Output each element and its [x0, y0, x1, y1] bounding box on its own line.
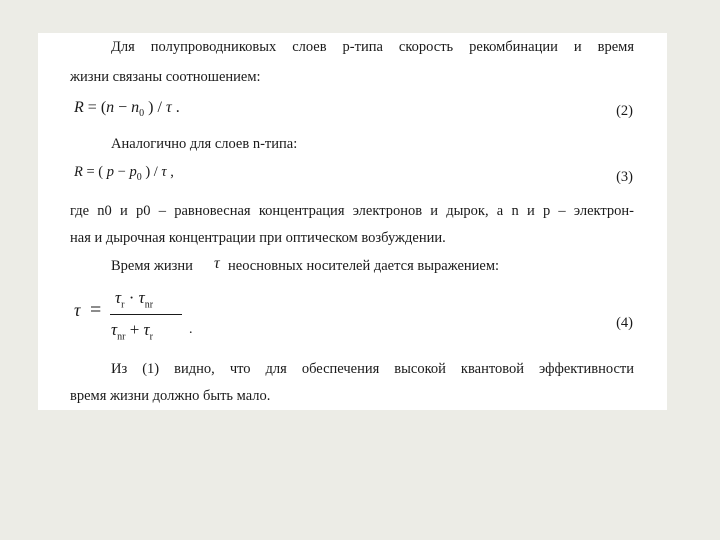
document-page: Для полупроводниковых слоев p-типа скорость рекомбинации и время жизни связаны соотношением: $R = (n - n_0$ ) / τ . (2) Аналогично для слоев n-типа: R = ( $p - p_0$ ) / τ , (3) где n0 и p0 – равновесная концентрация электронов и дырок, а n и p – электрон- ная и дырочная концентрации при оптическом возбуждении. Время жизни τ неосновных носителей дается выражением: τ = $\tau_r \cdot \tau_{nr}$ $\tau_{nr} + \tau_r$ . (4) Из (1) видно, что для обеспечения высокой квантовой эффективности время жизни должно быть мало.	[38, 33, 667, 410]
tau-symbol: τ	[214, 255, 220, 272]
paragraph-5-line-2: время жизни должно быть мало.	[70, 388, 271, 404]
equation-3-number: (3)	[616, 169, 633, 185]
equation-4-number: (4)	[616, 315, 633, 331]
paragraph-3-line-1: где n0 и p0 – равновесная концентрация электронов и дырок, а n и p – электрон-	[70, 203, 634, 219]
paragraph-1-line-1: Для полупроводниковых слоев p-типа скорость рекомбинации и время	[111, 39, 634, 55]
paragraph-4-after: неосновных носителей дается выражением:	[228, 258, 500, 274]
paragraph-5-line-1: Из (1) видно, что для обеспечения высокой квантовой эффективности	[111, 361, 634, 377]
paragraph-3-line-2: ная и дырочная концентрации при оптическом возбуждении.	[70, 230, 446, 246]
equation-2-number: (2)	[616, 103, 633, 119]
fraction-bar	[110, 314, 182, 315]
equation-3: R = ( $p - p_0$ ) / τ ,	[74, 164, 174, 183]
paragraph-2: Аналогично для слоев n-типа:	[111, 136, 298, 152]
paragraph-4-before: Время жизни	[111, 258, 193, 274]
paragraph-1-line-2: жизни связаны соотношением:	[70, 69, 261, 85]
equation-2: $R = (n - n_0$ ) / τ .	[74, 99, 180, 120]
